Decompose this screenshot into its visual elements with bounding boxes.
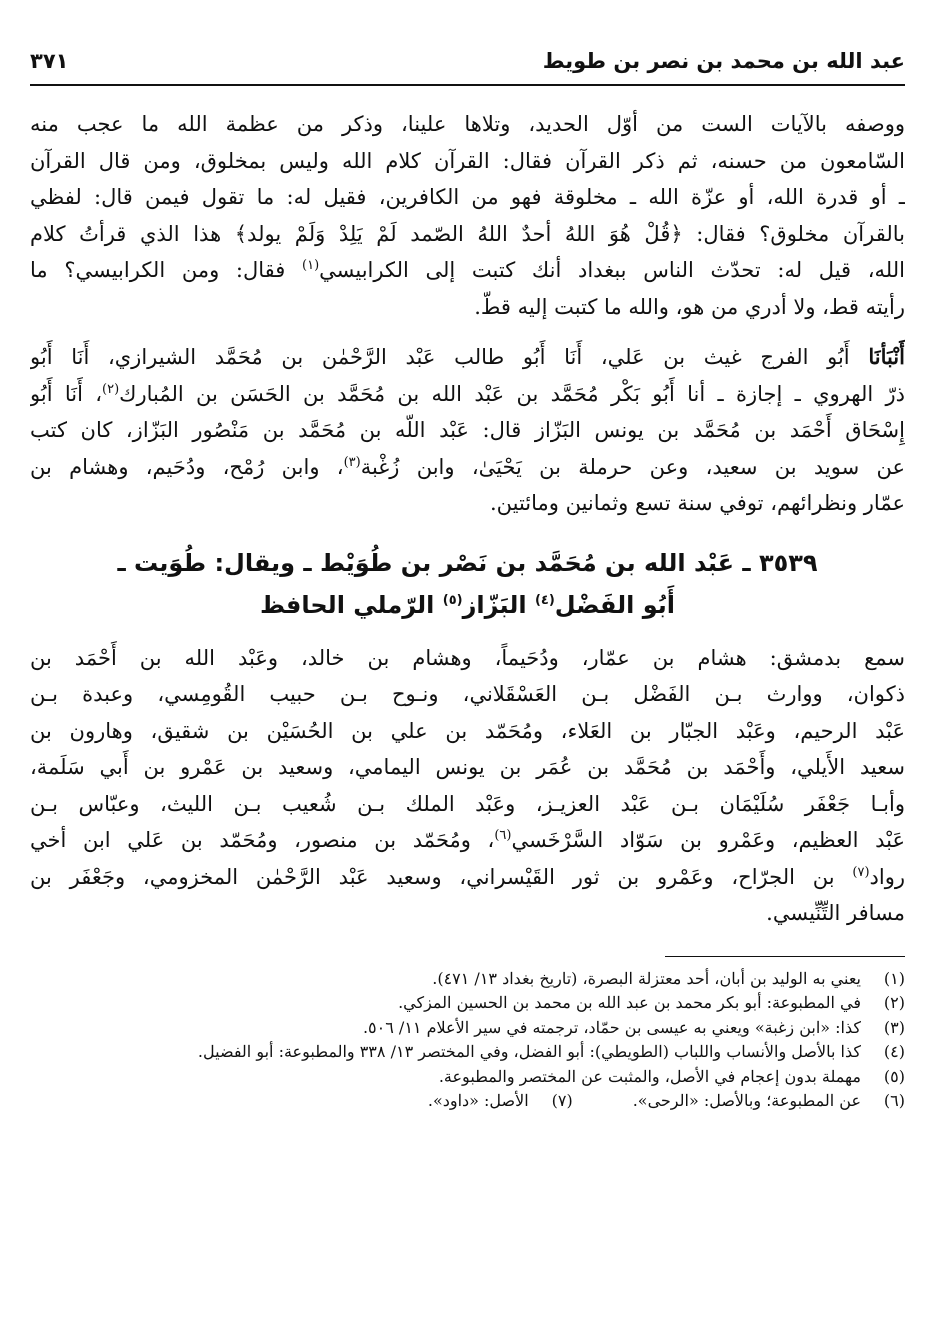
footnote-number: (٧): [551, 1091, 573, 1110]
text-line: ذكوان، ووارث بـن الفَضْل بـن العَسْقَلاني، ونـوح بـن حبيب القُومِسي، وعبدة بـن: [30, 682, 905, 706]
text-segment: ، أَنَا أَبُو: [30, 381, 103, 406]
footnote-ref-4[interactable]: (٤): [534, 592, 555, 608]
footnote-ref-7[interactable]: (٧): [852, 864, 870, 880]
text-line: [30, 339, 905, 376]
text-line: عمّار ونظرائهم، توفي سنة تسع وثمانين ومائتين.: [489, 491, 905, 515]
text-line: عَبْد الرحيم، وعَبْد الجبّار بن العَلاء، ومُحَمّد بن علي بن الحُسَيْن بن شقيق، وهارون بن: [30, 718, 905, 743]
footnote-number: (٣): [883, 1017, 905, 1037]
text-line: [30, 859, 905, 896]
text-segment: الرّملي الحافظ: [259, 590, 443, 619]
footnote-ref-3[interactable]: (٣): [343, 454, 361, 470]
text-line: ووصفه بالآيات الست من أوّل الحديد، وتلاها علينا، وذكر من عظمة الله ما عجب منه: [30, 112, 905, 136]
running-header: [30, 40, 905, 82]
footnote-text: كذا: «ابن زغبة» ويعني به عيسى بن حمّاد، ترجمته في سير الأعلام ١١/ ٥٠٦.: [362, 1017, 861, 1037]
footnote-text: مهملة بدون إعجام في الأصل، والمثبت عن المختصر والمطبوعة.: [438, 1066, 861, 1086]
footnote-ref-6[interactable]: (٦): [494, 828, 512, 843]
footnote-gap: [573, 1089, 633, 1114]
footnote-number: (١): [883, 968, 905, 988]
text-segment: ، وابن رُمْح، ودُحَيم، وهشام بن: [30, 454, 344, 479]
footnote-text: في المطبوعة: أبو بكر محمد بن عبد الله بن محمد بن الحسين المزكي.: [398, 993, 861, 1012]
page-number: ٣٧١: [30, 49, 69, 73]
footnote-text: كذا بالأصل والأنساب واللباب (الطويطي): أبو الفضل، وفي المختصر ١٣/ ٣٣٨ والمطبوعة: أبو الفضيل.: [197, 1042, 861, 1061]
paragraph-teachers: [30, 640, 905, 932]
footnote-number: (٤): [883, 1042, 905, 1061]
footnote-number: (٦): [883, 1091, 905, 1110]
book-page: [30, 40, 905, 1320]
text-line: [30, 376, 905, 413]
text-segment: فقال: ومن الكرابيسي؟ ما: [30, 258, 302, 282]
text-line: ـ أو قدرة الله، أو عزّة الله ـ مخلوقة فهو من الكافرين، فقيل له: ما تقول فيمن قال: لفظي: [30, 185, 905, 209]
text-line: [30, 252, 905, 289]
footnote-1: [30, 967, 905, 992]
footnote-6-7: [30, 1089, 905, 1114]
footnote-2: [30, 991, 905, 1016]
text-line: [30, 449, 905, 486]
entry-heading-line: ٣٥٣٩ ـ عَبْد الله بن مُحَمَّد بن نَصْر بن طُوَيْط ـ ويقال: طُوَيت ـ: [117, 548, 818, 577]
text-segment: أَبُو الفرج غيث بن عَلي، أَنَا أَبُو طالب عَبْد الرَّحْمٰن بن مُحَمَّد الشيرازي، أَنَا أَبُو: [30, 345, 869, 369]
text-segment: الله، قيل له: تحدّث الناس ببغداد أنك كتبت إلى الكرابيسي: [319, 258, 905, 282]
footnote-3: [30, 1016, 905, 1041]
text-segment: رواد: [869, 864, 905, 889]
text-line: [30, 822, 905, 859]
footnote-number: (٢): [883, 993, 905, 1012]
text-line: وأبـا جَعْفَر سُلَيْمَان بـن عَبْد العزيـز، وعَبْد الملك بـن شُعيب بـن الليث، وعبّاس بـن: [30, 791, 905, 816]
text-segment: ، ومُحَمّد بن منصور، ومُحَمّد بن عَلي ابن أخي: [30, 828, 495, 852]
text-line: رأيته قط، ولا أدري من هو، والله ما كتبت إليه قطّ.: [474, 294, 905, 319]
text-line: سمع بدمشق: هشام بن عمّار، ودُحَيماً، وهشام بن خالد، وعَبْد الله بن أَحْمَد بن: [30, 645, 905, 670]
text-segment: عن سويد بن سعيد، وعن حرملة بن يَحْيَىٰ، وابن زُغْبة: [360, 454, 905, 479]
footnote-ref-5[interactable]: (٥): [442, 592, 463, 608]
footnote-text: يعني به الوليد بن أبان، أحد معتزلة البصرة، (تاريخ بغداد ١٣/ ٤٧١).: [432, 968, 861, 988]
paragraph-creed-report: [30, 106, 905, 325]
footnote-5: [30, 1065, 905, 1090]
text-line: مسافر التِّنِّيسي.: [766, 901, 905, 925]
opening-word: أَنْبَأنَا: [868, 344, 905, 369]
footnote-4: [30, 1040, 905, 1065]
text-segment: ذرّ الهروي ـ إجازة ـ أنا أَبُو بَكْر مُحَمَّد بن عَبْد الله بن مُحَمَّد بن الحَسَن بن المُبارك: [119, 381, 905, 406]
footnote-text: الأصل: «داود».: [427, 1091, 529, 1110]
footnote-text: عن المطبوعة؛ وبالأصل: «الرحى».: [632, 1091, 861, 1110]
text-segment: عَبْد العظيم، وعَمْرو بن سَوّاد السَّرْخَسي: [511, 828, 905, 852]
text-line: إِسْحَاق أَحْمَد بن مُحَمَّد بن يونس البَزّاز قال: عَبْد اللّه بن مُحَمَّد بن مَنْصُور البَزّاز، كان كتب: [30, 418, 905, 442]
text-segment: أَبُو الفَضْل: [554, 590, 676, 619]
text-line: السّامعون من حسنه، ثم ذكر القرآن فقال: القرآن كلام الله وليس بمخلوق، ومن قال القرآن: [30, 148, 905, 173]
footnote-ref-2[interactable]: (٢): [102, 381, 120, 397]
footnote-number: (٥): [883, 1066, 905, 1086]
footnote-ref-1[interactable]: (١): [302, 258, 320, 273]
entry-heading: [30, 542, 905, 626]
footnote-separator: [665, 956, 905, 957]
paragraph-isnad: [30, 339, 905, 522]
footnotes: [30, 967, 905, 1114]
running-title: عبد الله بن محمد بن نصر بن طويط: [542, 49, 905, 73]
entry-heading-line: [30, 584, 905, 626]
text-segment: البَزّاز: [462, 590, 535, 619]
text-segment: بن الجرّاح، وعَمْرو بن ثور القَيْسراني، وسعيد عَبْد الرَّحْمٰن المخزومي، وجَعْفَر بن: [30, 864, 853, 889]
header-rule: [30, 84, 905, 86]
text-line: سعيد الأَيلي، وأَحْمَد بن مُحَمَّد بن عُمَر بن يونس اليمامي، وسعيد بن عَمْرو بن أَبي سَلَمة،: [30, 755, 905, 779]
text-line: بالقرآن مخلوق؟ فقال: ﴿قُلْ هُوَ اللهُ أحدٌ اللهُ الصّمد لَمْ يَلِدْ وَلَمْ يولد﴾ هذا الذي قرأتُ كلام: [30, 221, 905, 246]
